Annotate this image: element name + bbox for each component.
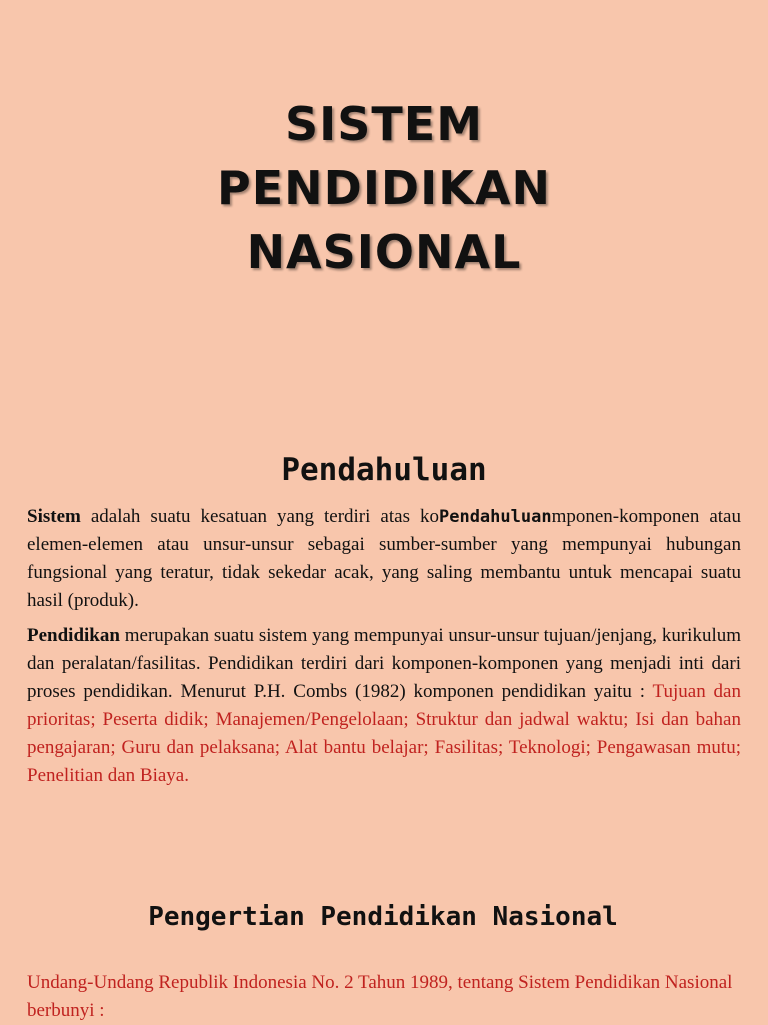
- document-title: [0, 92, 768, 284]
- pengertian-heading: Pengertian Pendidikan Nasional: [148, 902, 618, 932]
- overlay-heading-text: Pendahuluan: [438, 507, 552, 527]
- intro-paragraph-pendidikan: [27, 622, 741, 790]
- pendidikan-text: merupakan suatu sistem yang mempunyai unsur-unsur tujuan/jenjang, kurikulum dan peralatan/fasilitas. Pendidikan terdiri dari komponen-komponen yang menjadi inti dari proses pendidikan. Menurut P.H. Combs (1982) komponen pendidikan yaitu :: [27, 625, 741, 702]
- intro-heading: Pendahuluan: [281, 452, 487, 488]
- component-list: Tujuan dan prioritas; Peserta didik; Manajemen/Pengelolaan; Struktur dan jadwal waktu; Isi dan bahan pengajaran; Guru dan pelaksana; Alat bantu belajar; Fasilitas; Teknologi; Pengawasan mutu; Penelitian dan Biaya.: [27, 681, 741, 786]
- title-line-2: PENDIDIKAN: [217, 161, 551, 215]
- sistem-text-b: mponen-komponen atau elemen-elemen atau unsur-unsur sebagai sumber-sumber yang mempunyai hubungan fungsional yang teratur, tidak sekedar acak, yang saling membantu untuk mencapai suatu hasil (produk).: [27, 506, 741, 611]
- term-sistem: Sistem: [27, 506, 81, 527]
- term-pendidikan: Pendidikan: [27, 625, 120, 646]
- title-line-1: SISTEM: [285, 97, 483, 151]
- pengertian-paragraph: Undang-Undang Republik Indonesia No. 2 Tahun 1989, tentang Sistem Pendidikan Nasional berbunyi :: [27, 972, 733, 1021]
- title-line-3: NASIONAL: [246, 225, 522, 279]
- intro-paragraph-sistem: [27, 503, 741, 615]
- sistem-text-a: adalah suatu kesatuan yang terdiri atas ko: [80, 506, 439, 527]
